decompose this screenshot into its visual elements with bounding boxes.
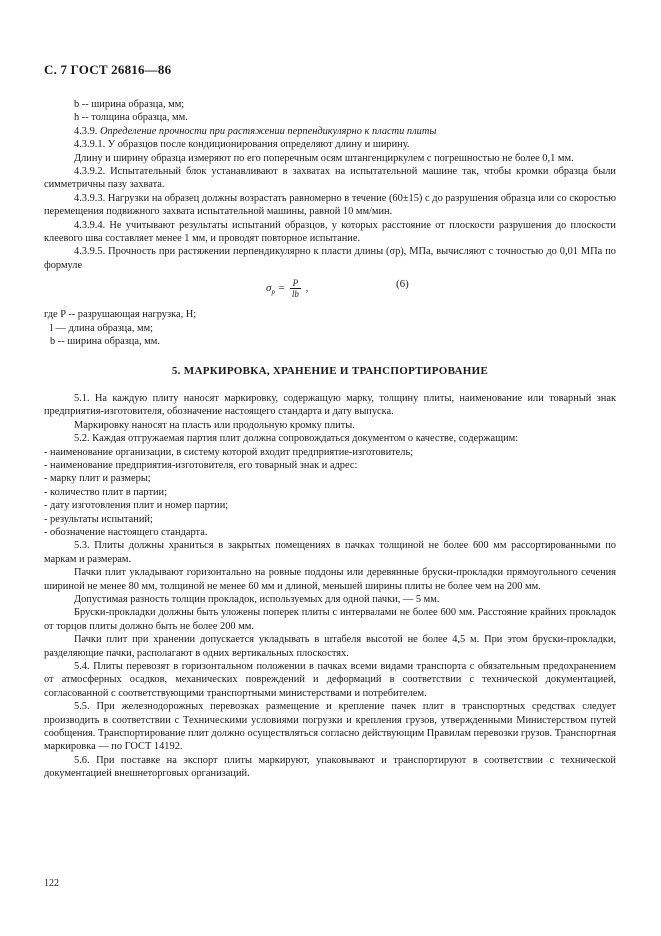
definition-line: l — длина образца, мм; xyxy=(50,322,154,334)
paragraph: 5.4. Плиты перевозят в горизонтальном положении в пачках всеми видами транспорта с обязательным предохранением от атмосферных осадков, механических повреждений и деформаций в соответствии с технической документацией, согласованной с соответствующими транспортными министерствами и потребителем. xyxy=(44,661,616,699)
list-item: - марку плит и размеры; xyxy=(44,473,151,485)
list-item: - обозначение настоящего стандарта. xyxy=(44,526,208,538)
paragraphs-4-3-9 xyxy=(44,138,616,272)
definition-line: где P -- разрушающая нагрузка, Н; xyxy=(44,309,197,321)
paragraph: 5.2. Каждая отгружаемая партия плит должна сопровождаться документом о качестве, содержащим: xyxy=(74,433,519,445)
paragraph: 5.3. Плиты должны храниться в закрытых помещениях в пачках толщиной не более 600 мм рассортированными по маркам и размерам. xyxy=(44,540,616,565)
list-item: - результаты испытаний; xyxy=(44,513,153,525)
definitions-top xyxy=(44,98,616,125)
formula-denominator: lb xyxy=(291,289,299,300)
formula-equals: = xyxy=(274,282,288,295)
formula-6 xyxy=(44,272,616,308)
section-5-body xyxy=(44,392,616,781)
page-number: 122 xyxy=(44,878,59,889)
formula-numerator: P xyxy=(290,278,301,289)
page-header: С. 7 ГОСТ 26816—86 xyxy=(44,62,172,77)
paragraph: 4.3.9.5. Прочность при растяжении перпендикулярно к пласти длины (σр), МПа, вычисляют с точностью до 0,01 МПа по формуле xyxy=(44,246,616,271)
paragraph: 4.3.9.2. Испытательный блок устанавливают в захватах на испытательной машине так, чтобы кромки образца были симметричны пазу захвата. xyxy=(44,166,616,191)
clause-title: Определение прочности при растяжении перпендикулярно к пласти плиты xyxy=(99,125,437,137)
list-item: - наименование предприятия-изготовителя, его товарный знак и адрес: xyxy=(44,459,358,471)
paragraph: Бруски-прокладки должны быть уложены поперек плиты с интервалами не более 600 мм. Расстояние крайних прокладок от торцов плиты должно быть не более 200 мм. xyxy=(44,607,616,632)
paragraph: 4.3.9.1. У образцов после кондиционирования определяют длину и ширину. xyxy=(74,139,410,151)
clause-4-3-9 xyxy=(44,125,616,138)
formula-number: (6) xyxy=(396,278,409,291)
list-item: - количество плит в партии; xyxy=(44,486,167,498)
list-item: - дату изготовления плит и номер партии; xyxy=(44,500,229,512)
paragraph: Пачки плит укладывают горизонтально на ровные поддоны или деревянные бруски-прокладки прямоугольного сечения шириной не менее 80 мм, толщиной не менее 60 мм и длиной, меньшей ширины плиты не более чем на 200 мм. xyxy=(44,567,616,592)
paragraph: 4.3.9.3. Нагрузки на образец должны возрастать равномерно в течение (60±15) с до разрушения образца или со скоростью перемещения подвижного захвата испытательной машины, равной 10 мм/мин. xyxy=(44,192,616,218)
formula-subscript: р xyxy=(271,288,275,297)
paragraph: Допустимая разность толщин прокладок, используемых для одной пачки, — 5 мм. xyxy=(74,594,440,605)
paragraph: 5.6. При поставке на экспорт плиты маркируют, упаковывают и транспортируют в соответствии с технической документацией внешнеторговых организаций. xyxy=(44,754,616,780)
paragraph: 5.5. При железнодорожных перевозках размещение и крепление пачек плит в транспортных средствах следует производить в соответствии с Техническими условиями погрузки и крепления грузов, утвержденными Министерством путей сообщения. Транспортирование плит должно осуществляться согласно действующим Правилам перевозки грузов. Транспортная маркировка — по ГОСТ 14192. xyxy=(44,701,616,753)
formula-fraction xyxy=(290,278,301,299)
definitions-bottom xyxy=(44,308,616,348)
definition-line: b -- ширина образца, мм; xyxy=(74,99,185,110)
list-item: - наименование организации, в систему которой входит предприятие-изготовитель; xyxy=(44,446,414,458)
definition-line: b -- ширина образца, мм. xyxy=(50,336,160,348)
formula-lhs: σ xyxy=(266,282,272,295)
paragraph: Длину и ширину образца измеряют по его поперечным осям штангенциркулем с погрешностью не более 0,1 мм. xyxy=(74,152,574,164)
formula-expression xyxy=(266,278,308,300)
paragraph: Маркировку наносят на пласть или продольную кромку плиты. xyxy=(74,419,355,431)
clause-number: 4.3.9. xyxy=(74,125,100,137)
formula-tail: , xyxy=(302,282,309,295)
paragraph: 4.3.9.4. Не учитывают результаты испытаний образцов, у которых расстояние от плоскости разрушения до плоскости клеевого шва составляет менее 1 мм, и проводят повторное испытание. xyxy=(44,219,616,245)
definition-line: h -- толщина образца, мм. xyxy=(74,112,188,124)
section-5-title: 5. МАРКИРОВКА, ХРАНЕНИЕ И ТРАНСПОРТИРОВАНИЕ xyxy=(171,364,489,377)
paragraph: Пачки плит при хранении допускается укладывать в штабеля высотой не более 4,5 м. При этом бруски-прокладки, разделяющие пачки, располагают в одних вертикальных плоскостях. xyxy=(44,634,616,659)
page-content xyxy=(44,98,616,781)
paragraph: 5.1. На каждую плиту наносят маркировку, содержащую марку, толщину плиты, наименование или товарный знак предприятия-изготовителя, обозначение настоящего стандарта и дату выпуска. xyxy=(44,392,616,418)
